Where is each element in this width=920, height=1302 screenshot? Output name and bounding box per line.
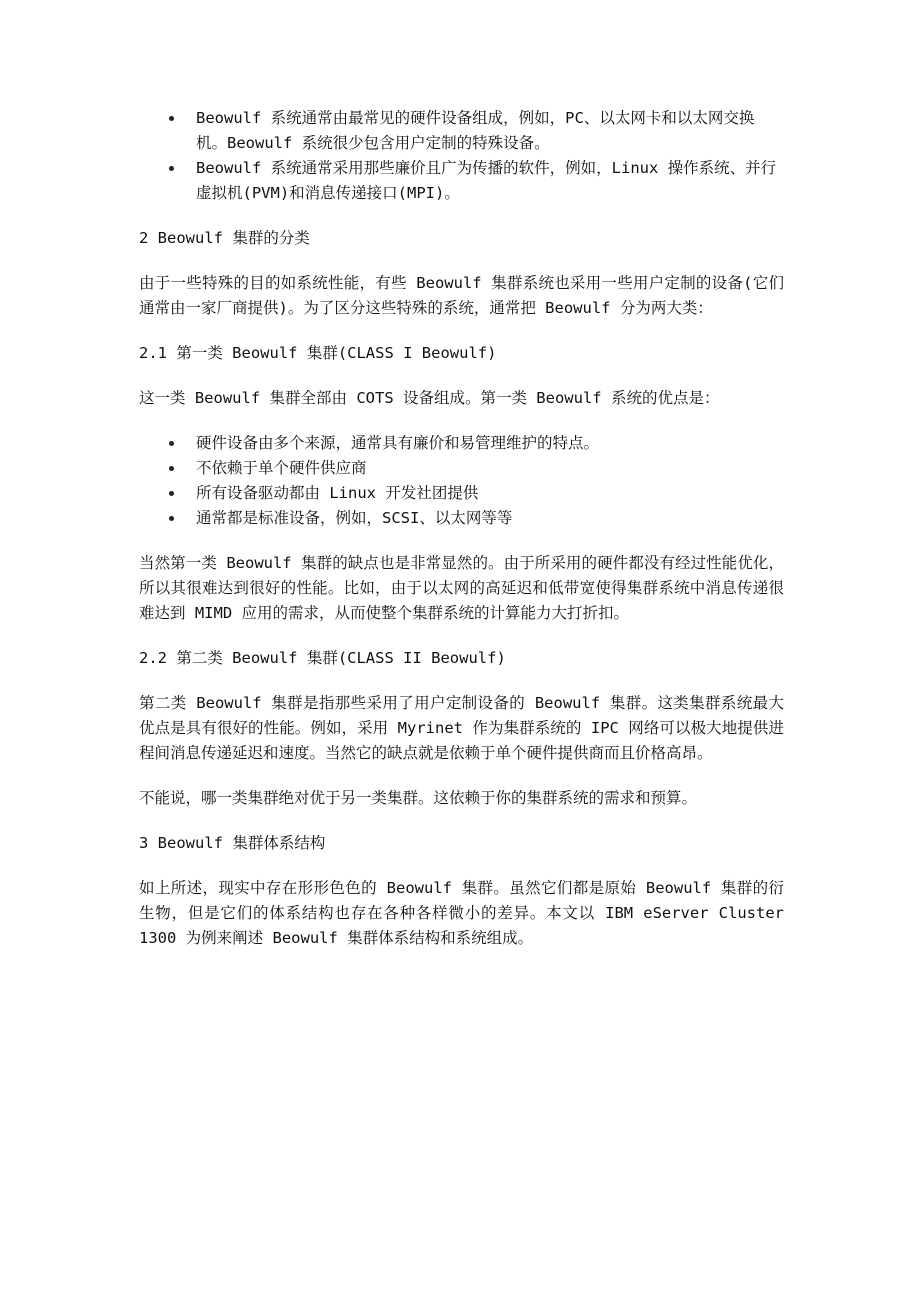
list-item — [196, 431, 784, 456]
bullet-dot-icon — [169, 516, 174, 521]
section-2-heading: 2 Beowulf 集群的分类 — [139, 229, 310, 247]
bullet-dot-icon — [169, 491, 174, 496]
document-page — [139, 106, 784, 971]
section-2-2-heading: 2.2 第二类 Beowulf 集群(CLASS II Beowulf) — [139, 649, 506, 667]
section-2-paragraph: 由于一些特殊的目的如系统性能，有些 Beowulf 集群系统也采用一些用户定制的设备(它们通常由一家厂商提供)。为了区分这些特殊的系统，通常把 Beowulf 分为两大类： — [139, 274, 784, 317]
list-item-text: 不依赖于单个硬件供应商 — [196, 459, 367, 477]
list-item-text: Beowulf 系统通常采用那些廉价且广为传播的软件，例如，Linux 操作系统、并行虚拟机(PVM)和消息传递接口(MPI)。 — [196, 159, 777, 202]
bullet-dot-icon — [169, 466, 174, 471]
section-2-1-intro: 这一类 Beowulf 集群全部由 COTS 设备组成。第一类 Beowulf 系统的优点是： — [139, 389, 720, 407]
intro-bullet-list — [139, 106, 784, 206]
list-item — [196, 456, 784, 481]
section-3-paragraph: 如上所述，现实中存在形形色色的 Beowulf 集群。虽然它们都是原始 Beowulf 集群的衍生物，但是它们的体系结构也存在各种各样微小的差异。本文以 IBM eServer Cluster 1300 为例来阐述 Beowulf 集群体系结构和系统组成。 — [139, 879, 784, 947]
bullet-dot-icon — [169, 166, 174, 171]
list-item — [196, 106, 784, 156]
list-item — [196, 156, 784, 206]
list-item-text: 所有设备驱动都由 Linux 开发社团提供 — [196, 484, 479, 502]
list-item-text: 硬件设备由多个来源，通常具有廉价和易管理维护的特点。 — [196, 434, 600, 452]
list-item-text: 通常都是标准设备，例如，SCSI、以太网等等 — [196, 509, 513, 527]
bullet-dot-icon — [169, 441, 174, 446]
section-3-heading: 3 Beowulf 集群体系结构 — [139, 834, 326, 852]
list-item-text: Beowulf 系统通常由最常见的硬件设备组成，例如，PC、以太网卡和以太网交换机。Beowulf 系统很少包含用户定制的特殊设备。 — [196, 109, 755, 152]
bullet-dot-icon — [169, 116, 174, 121]
section-2-1-paragraph: 当然第一类 Beowulf 集群的缺点也是非常显然的。由于所采用的硬件都没有经过性能优化，所以其很难达到很好的性能。比如，由于以太网的高延迟和低带宽使得集群系统中消息传递很难达到 MIMD 应用的需求，从而使整个集群系统的计算能力大打折扣。 — [139, 554, 784, 622]
section-2-2-paragraph: 第二类 Beowulf 集群是指那些采用了用户定制设备的 Beowulf 集群。这类集群系统最大优点是具有很好的性能。例如，采用 Myrinet 作为集群系统的 IPC 网络可以极大地提供进程间消息传递延迟和速度。当然它的缺点就是依赖于单个硬件提供商而且价格高昂。 — [139, 694, 784, 762]
list-item — [196, 481, 784, 506]
list-item — [196, 506, 784, 531]
section-2-2-conclusion: 不能说，哪一类集群绝对优于另一类集群。这依赖于你的集群系统的需求和预算。 — [139, 789, 698, 807]
section-2-1-heading: 2.1 第一类 Beowulf 集群(CLASS I Beowulf) — [139, 344, 497, 362]
class-i-advantages-list — [139, 431, 784, 531]
